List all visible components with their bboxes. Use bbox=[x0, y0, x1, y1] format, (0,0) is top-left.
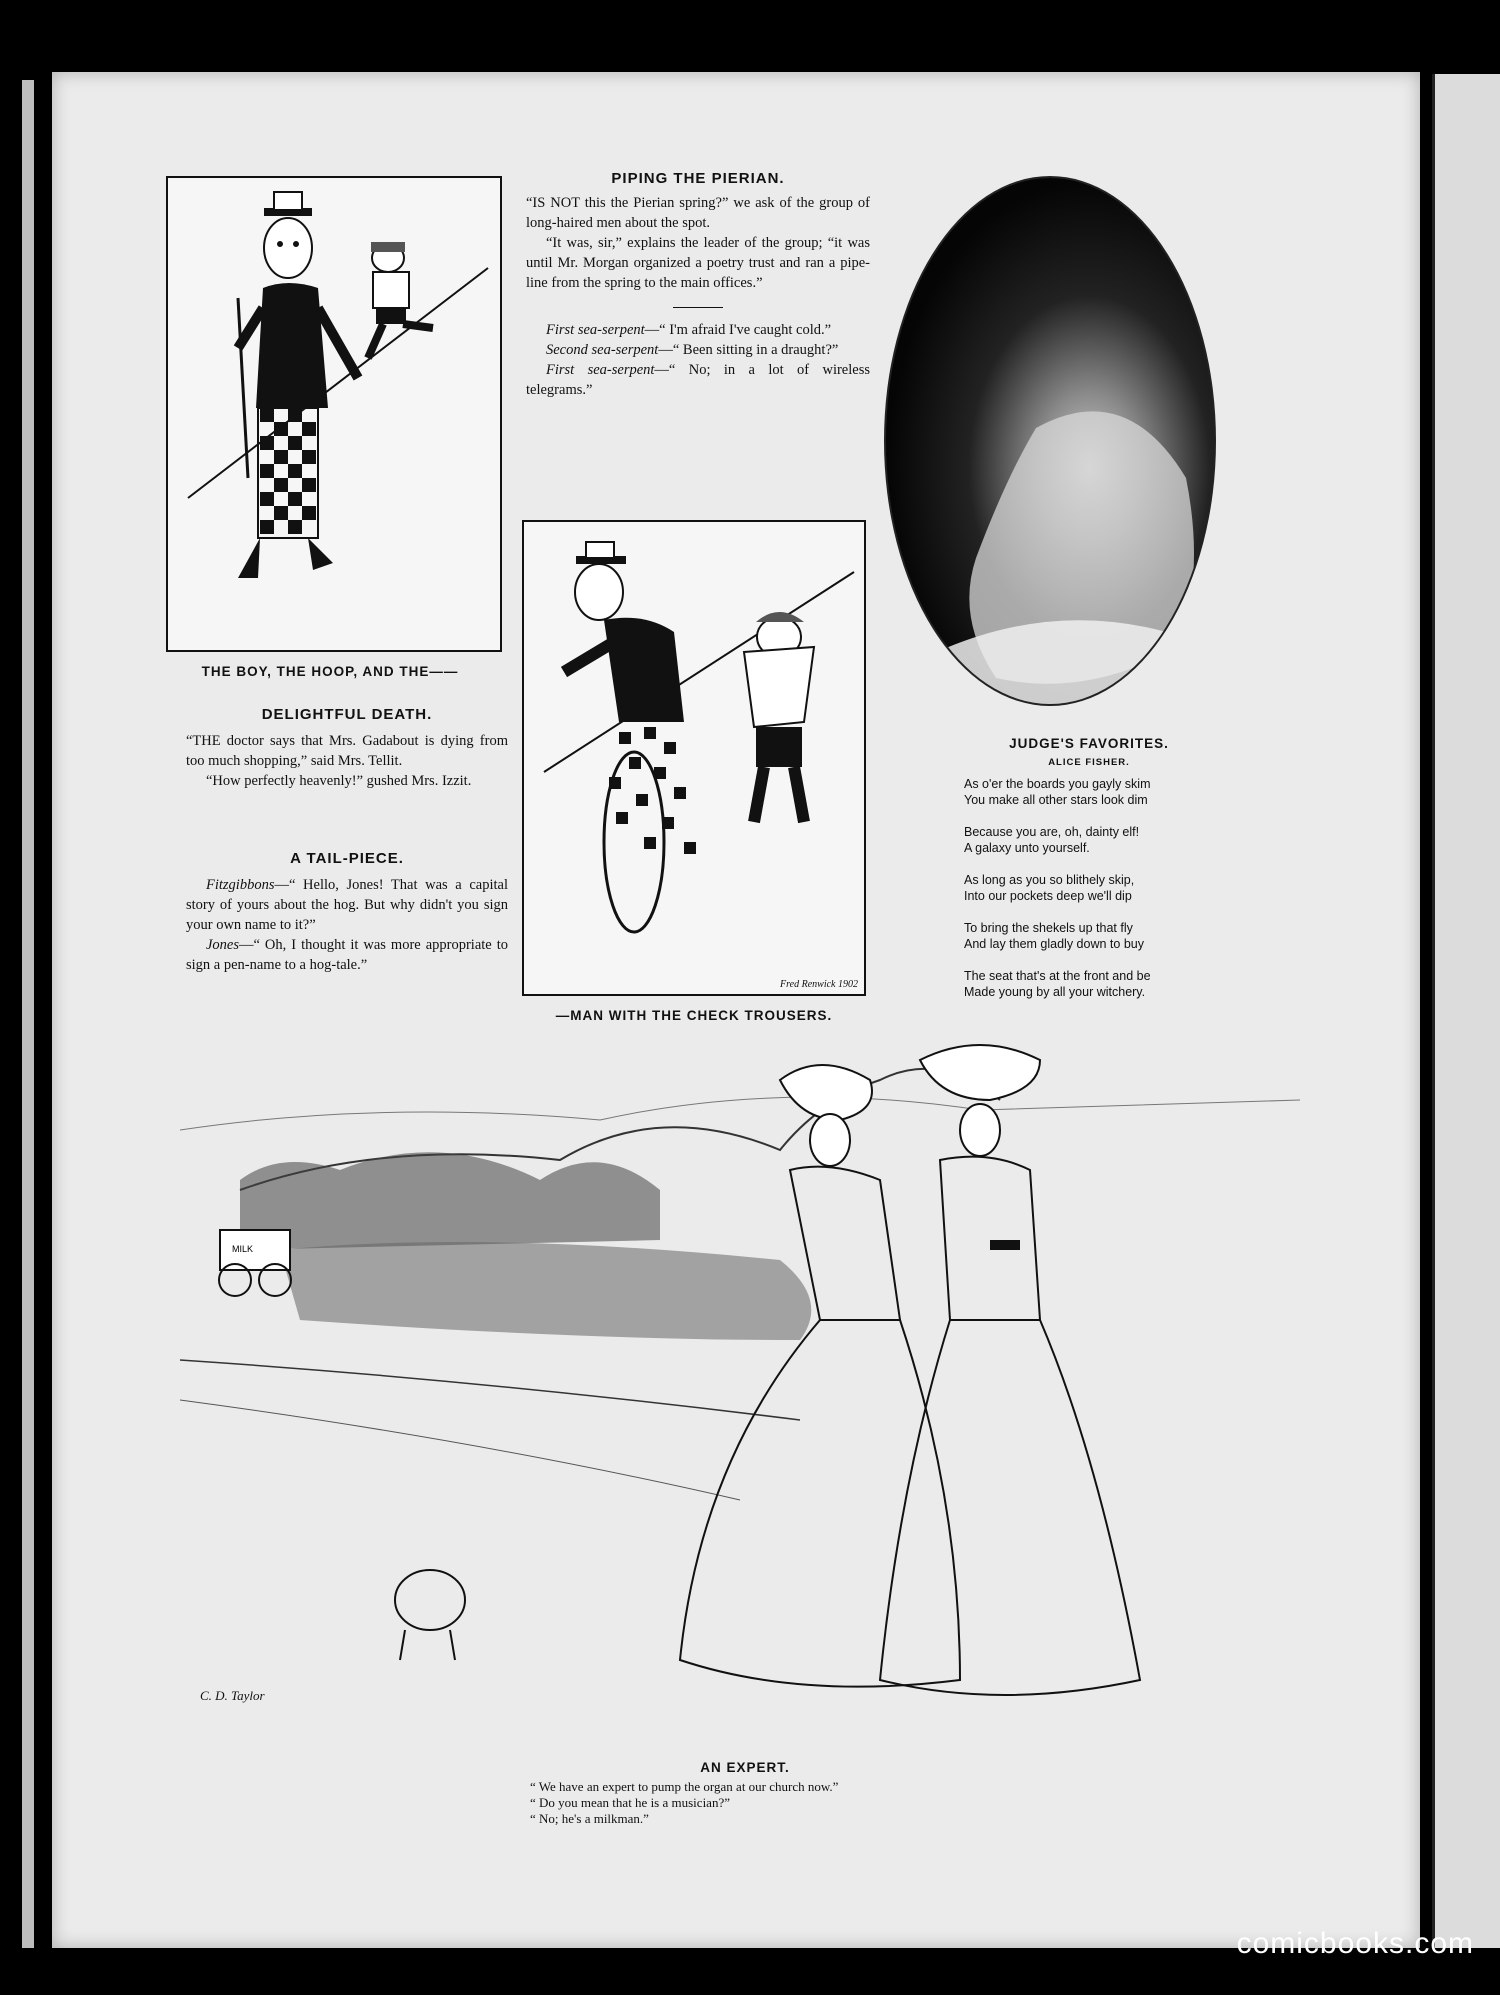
lady-left bbox=[780, 1065, 872, 1120]
death-para-2: “How perfectly heavenly!” gushed Mrs. Izzit. bbox=[206, 773, 472, 789]
portrait-drawing bbox=[886, 178, 1214, 704]
dialogue-line-1: First sea-serpent—“ I'm afraid I've caught cold.” bbox=[546, 322, 832, 338]
poem-stanza-3: As long as you so blithely skip, Into our pockets deep we'll dip bbox=[964, 873, 1135, 903]
tailpiece-para-1: Fitzgibbons—“ Hello, Jones! That was a capital story of yours about the hog. But why didn't you sign your own name to it?” bbox=[186, 877, 508, 933]
poem-stanza-2: Because you are, oh, dainty elf! A galaxy unto yourself. bbox=[964, 825, 1140, 855]
tailpiece-article bbox=[186, 850, 508, 975]
illustration-drawing bbox=[180, 1040, 1300, 1730]
cartoon2-signature: Fred Renwick 1902 bbox=[780, 979, 858, 990]
poem-stanza-5: The seat that's at the front and be Made young by all your witchery. bbox=[964, 969, 1151, 999]
speaker-1: First sea-serpent bbox=[546, 322, 645, 338]
lady-right bbox=[920, 1045, 1040, 1100]
speaker-3: First sea-serpent bbox=[546, 362, 655, 378]
expert-title: AN EXPERT. bbox=[700, 1760, 790, 1775]
piping-para-2: “It was, sir,” explains the leader of the group; “it was until Mr. Morgan organized a poetry trust and ran a pipe-line from the spring to the main offices.” bbox=[526, 235, 870, 291]
dog bbox=[395, 1570, 465, 1630]
portrait-alice-fisher bbox=[884, 176, 1216, 706]
illustration-signature: C. D. Taylor bbox=[200, 1688, 265, 1703]
favorites-subtitle: ALICE FISHER. bbox=[1048, 757, 1130, 768]
expert-line-1: “ We have an expert to pump the organ at our church now.” bbox=[530, 1779, 839, 1794]
cartoon-check-trousers bbox=[522, 520, 866, 996]
milk-wagon-label: MILK bbox=[232, 1244, 254, 1254]
tailpiece-title: A TAIL-PIECE. bbox=[290, 850, 404, 867]
tailpiece-para-2: Jones—“ Oh, I thought it was more appropriate to sign a pen-name to a hog-tale.” bbox=[186, 937, 508, 973]
page-left-edge bbox=[22, 80, 34, 1948]
piping-divider bbox=[673, 307, 723, 308]
expert-line-3: “ No; he's a milkman.” bbox=[530, 1811, 649, 1826]
cartoon-boy-hoop-caption: THE BOY, THE HOOP, AND THE—— bbox=[201, 664, 459, 679]
cartoon-check-trousers-caption: —MAN WITH THE CHECK TROUSERS. bbox=[555, 1008, 833, 1023]
piping-title: PIPING THE PIERIAN. bbox=[611, 170, 785, 187]
speaker-2: Second sea-serpent bbox=[546, 342, 659, 358]
piping-article bbox=[526, 170, 870, 400]
expert-line-2: “ Do you mean that he is a musician?” bbox=[530, 1795, 730, 1810]
expert-caption bbox=[530, 1760, 960, 1827]
cartoon-boy-hoop-drawing bbox=[168, 178, 500, 650]
dialogue-line-2: Second sea-serpent—“ Been sitting in a draught?” bbox=[546, 342, 839, 358]
favorites-poem bbox=[964, 736, 1214, 1016]
watermark: comicbooks.com bbox=[1236, 1927, 1474, 1960]
death-title: DELIGHTFUL DEATH. bbox=[261, 706, 433, 723]
favorites-title: JUDGE'S FAVORITES. bbox=[1009, 736, 1169, 751]
dialogue-line-3: First sea-serpent—“ No; in a lot of wireless telegrams.” bbox=[526, 362, 870, 398]
poem-stanza-4: To bring the shekels up that fly And lay them gladly down to buy bbox=[964, 921, 1144, 951]
next-page-edge bbox=[1432, 74, 1500, 1948]
death-para-1: “THE doctor says that Mrs. Gadabout is dying from too much shopping,” said Mrs. Tellit. bbox=[186, 733, 508, 769]
cartoon-check-trousers-drawing bbox=[524, 522, 864, 994]
piping-para-1: “IS NOT this the Pierian spring?” we ask of the group of long-haired men about the spot. bbox=[526, 195, 870, 231]
illustration-two-ladies bbox=[180, 1040, 1300, 1730]
cartoon-boy-hoop bbox=[166, 176, 502, 652]
poem-stanza-1: As o'er the boards you gayly skim You make all other stars look dim bbox=[964, 777, 1151, 807]
death-article bbox=[186, 706, 508, 791]
